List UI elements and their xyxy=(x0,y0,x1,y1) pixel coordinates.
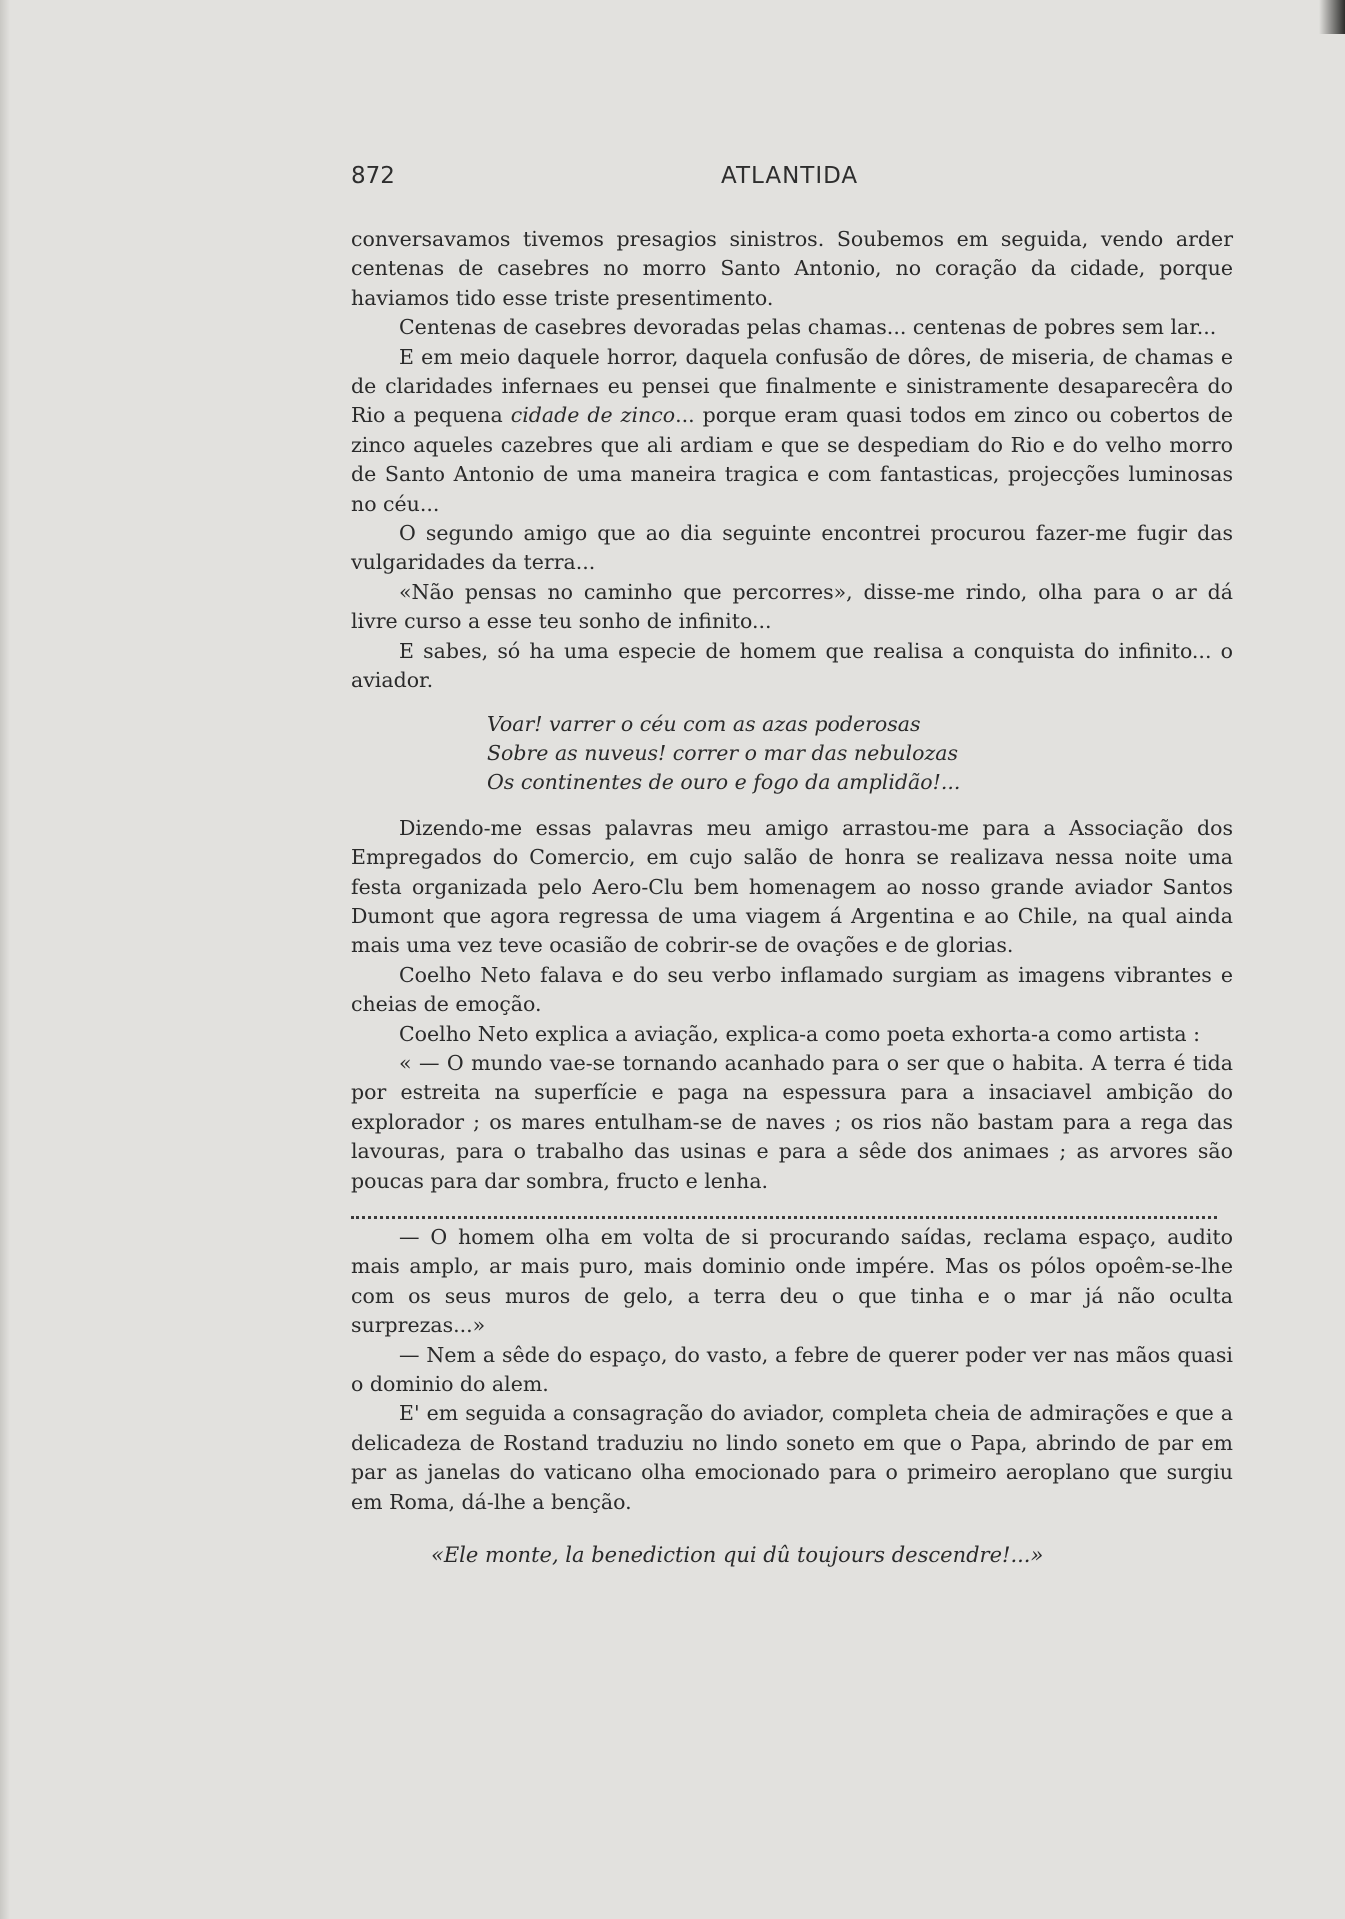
paragraph-text: E em meio daquele horror, daquela confusão de dôres, de miseria, de chamas e de claridades infernaes eu pensei que finalmente e sinistramente desaparecêra do Rio a pequena xyxy=(351,344,1233,428)
paragraph: Coelho Neto falava e do seu verbo inflamado surgiam as imagens vibrantes e cheias de emoção. xyxy=(351,962,1233,1017)
paragraph: « — O mundo vae-se tornando acanhado para o ser que o habita. A terra é tida por estreita na superfície e paga na espessura para a insaciavel ambição do explorador ; os mares entulham-se de naves ; os rios não bastam para a rega das lavouras, para o trabalho das usinas e para a sêde dos animaes ; as arvores são poucas para dar sombra, fructo e lenha. xyxy=(351,1050,1233,1193)
paragraph: — Nem a sêde do espaço, do vasto, a febre de querer poder ver nas mãos quasi o dominio do alem. xyxy=(351,1342,1233,1397)
closing-quote: «Ele monte, la benediction qui dû toujours descendre!...» xyxy=(431,1543,1044,1568)
paragraph: Coelho Neto explica a aviação, explica-a como poeta exhorta-a como artista : xyxy=(399,1021,1200,1046)
paragraph xyxy=(351,343,1233,519)
poem-stanza xyxy=(487,710,1233,798)
italic-phrase: cidade de zinco xyxy=(510,403,676,428)
paragraph: conversavamos tivemos presagios sinistros. Soubemos em seguida, vendo arder centenas de casebres no morro Santo Antonio, no coração da cidade, porque haviamos tido esse triste presentimento. xyxy=(351,227,1233,310)
body-text xyxy=(351,225,1233,1570)
page-number: 872 xyxy=(351,163,395,189)
running-header xyxy=(351,163,1233,195)
poem-line: Sobre as nuveus! correr o mar das nebulozas xyxy=(487,740,958,765)
paragraph-text: ... porque eram quasi todos em zinco ou cobertos de zinco aqueles cazebres que ali ardiam e que se despediam do Rio e do velho morro de Santo Antonio de uma maneira tragica e com fantasticas, projecções luminosas no céu... xyxy=(351,403,1233,516)
paragraph: — O homem olha em volta de si procurando saídas, reclama espaço, audito mais amplo, ar mais puro, mais dominio onde impére. Mas os pólos opoêm-se-lhe com os seus muros de gelo, a terra deu o que tinha e o mar já não oculta surprezas...» xyxy=(351,1225,1233,1338)
paragraph: O segundo amigo que ao dia seguinte encontrei procurou fazer-me fugir das vulgaridades da terra... xyxy=(351,521,1233,575)
dotted-separator xyxy=(351,1200,1217,1219)
paragraph: E sabes, só ha uma especie de homem que realisa a conquista do infinito... o aviador. xyxy=(351,638,1233,693)
running-title: ATLANTIDA xyxy=(721,163,859,189)
poem-line: Voar! varrer o céu com as azas poderosas xyxy=(487,711,921,736)
paragraph: Centenas de casebres devoradas pelas chamas... centenas de pobres sem lar... xyxy=(399,315,1217,340)
poem-line: Os continentes de ouro e fogo da amplidão!... xyxy=(487,770,961,795)
paragraph: «Não pensas no caminho que percorres», disse-me rindo, olha para o ar dá livre curso a esse teu sonho de infinito... xyxy=(351,579,1233,634)
page-edge-shadow xyxy=(0,0,10,1919)
page-corner-shadow xyxy=(1319,0,1345,34)
book-page xyxy=(351,163,1233,1570)
paragraph: E' em seguida a consagração do aviador, completa cheia de admirações e que a delicadeza de Rostand traduziu no lindo soneto em que o Papa, abrindo de par em par as janelas do vaticano olha emocionado para o primeiro aeroplano que surgiu em Roma, dá-lhe a benção. xyxy=(351,1401,1233,1514)
paragraph: Dizendo-me essas palavras meu amigo arrastou-me para a Associação dos Empregados do Comercio, em cujo salão de honra se realizava nessa noite uma festa organizada pelo Aero-Clu bem homenagem ao nosso grande aviador Santos Dumont que agora regressa de uma viagem á Argentina e ao Chile, na qual ainda mais uma vez teve ocasião de cobrir-se de ovações e de glorias. xyxy=(351,815,1233,958)
